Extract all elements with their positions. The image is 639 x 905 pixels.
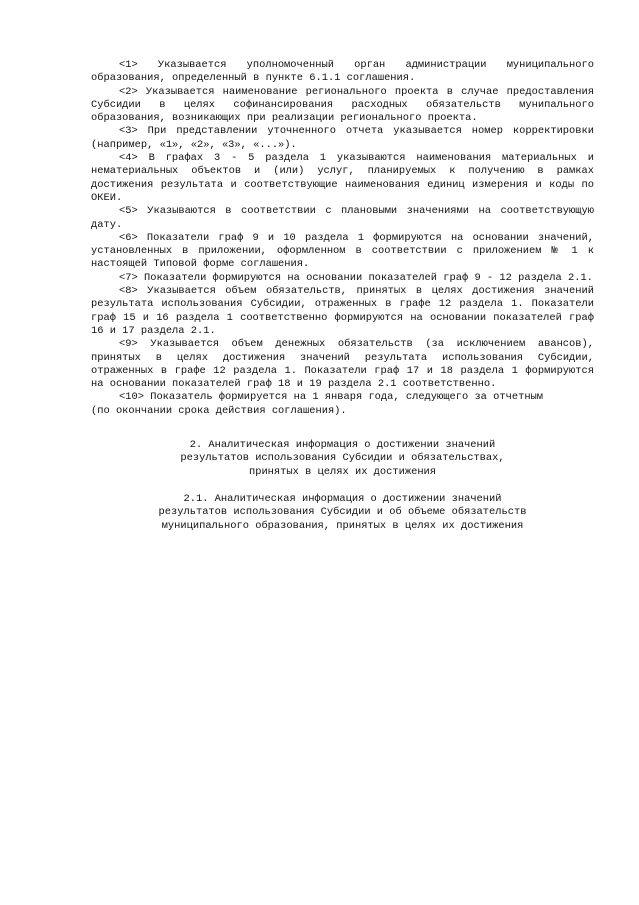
footnote-2 [91,85,601,126]
footnote-text: При представлении уточненного отчета указывается номер корректировки (например, «1», «2», «3», «...»). [91,125,601,151]
footnote-5 [91,205,601,232]
footnote-marker: <5> [119,205,138,218]
section-heading-2: 2. Аналитическая информация о достижении значений результатов использования Субсидии и обязательствах, принятых в целях их достижения [180,439,505,478]
footnote-marker: <6> [119,231,138,244]
footnote-text: В графах 3 - 5 раздела 1 указываются наименования материальных и нематериальных объектов и (или) услуг, планируемых к получению в рамках достижения результата и соответствующие наименования единиц измерения и коды по ОКЕИ. [91,152,601,204]
footnote-6 [91,231,601,272]
footnote-marker: <1> [119,59,138,71]
footnote-3 [91,125,601,152]
footnote-marker: <2> [119,85,138,98]
footnote-marker: <9> [119,338,138,351]
footnote-text: Показатель формируется на 1 января года, следующего за отчетным [150,391,544,404]
footnote-text: Показатели граф 9 и 10 раздела 1 формируются на основании значений, установленных в приложении, оформленном в соответствии с приложением № 1 к настоящей Типовой форме соглашения. [91,231,601,271]
footnote-text: Указывается объем обязательств, принятых в целях достижения значений результата использования Субсидии, отраженных в графе 12 раздела 1. Показатели граф 15 и 16 раздела 1 соответственно формируются на основании показателей граф 16 и 17 раздела 2.1. [91,285,601,337]
footnote-text: Указывается объем денежных обязательств (за исключением авансов), принятых в целях достижения значений результата использования Субсидии, отраженных в графе 12 раздела 1. Показатели граф 17 и 18 раздела 1 формируются на основании показателей граф 18 и 19 раздела 2.1 соответственно. [91,338,601,391]
footnote-text: Показатели формируются на основании показателей граф 9 - 12 раздела 2.1. [143,271,593,284]
footnote-marker: <3> [119,125,138,138]
footnote-7 [91,272,594,285]
footnote-1 [91,59,601,86]
document-body [91,59,601,533]
footnote-text: Указывается уполномоченный орган администрации муниципального образования, определенный в пункте 6.1.1 соглашения. [91,59,601,85]
footnote-tail: (по окончании срока действия соглашения). [91,404,347,417]
footnote-text: Указываются в соответствии с плановыми значениями на соответствующую дату. [91,205,601,231]
section-heading-2-1: 2.1. Аналитическая информация о достижении значений результатов использования Субсидии и об объеме обязательств муниципального образования, принятых в целях их достижения [158,492,527,532]
footnote-marker: <8> [119,285,138,298]
footnote-text: Указывается наименование регионального проекта в случае предоставления Субсидии в целях софинансирования расходных обязательств мунипального образования, возникающих при реализации регионального проекта. [91,85,601,125]
footnote-9 [91,338,601,391]
footnote-10 [91,391,594,404]
footnote-marker: <7> [119,271,138,284]
footnote-marker: <10> [119,391,144,404]
footnote-4 [91,152,601,205]
footnote-8 [91,285,601,338]
footnote-marker: <4> [119,152,138,165]
